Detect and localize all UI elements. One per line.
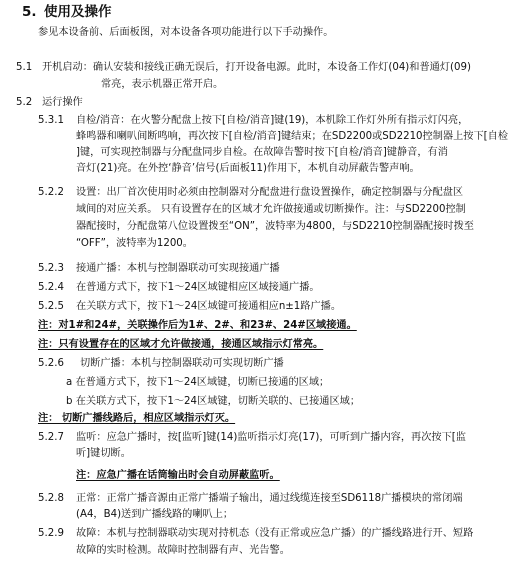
note-configured-zones: 注：只有设置存在的区域才允许做接通，接通区域指示灯常亮。 [38,339,324,350]
s5-2-title: 运行操作 [42,97,83,108]
s5-2-2-number: 5.2.2 [38,187,64,198]
s5-2-6-text: 切断广播：本机与控制器联动可实现切断广播 [80,358,284,369]
s5-2-2-line-3: 器配接时，分配盘第八位设置拨至“ON”，波特率为4800，与SD2210控制器配接时拨至 [76,221,474,232]
s5-1-line-1: 开机启动：确认安装和接线正确无误后，打开设备电源。此时，本设备工作灯(04)和普通灯(09) [42,62,471,73]
s5-2-9-number: 5.2.9 [38,528,64,539]
s5-2-6-item-b: b 在关联方式下，按下1～24区域键，切断关联的、已接通区域； [66,396,361,407]
section-number: 5. [22,4,37,20]
s5-2-6-item-a: a 在普通方式下，按下1～24区域键，切断已接通的区域； [66,377,330,388]
s5-2-5-number: 5.2.5 [38,301,64,312]
s5-2-3-number: 5.2.3 [38,263,64,274]
s5-2-1-line-4: 音灯(21)亮。在外控‘静音’信号(后面板11)作用下，本机自动屏蔽告警声响。 [76,163,420,174]
s5-2-9-line-2: 故障的实时检测。故障时控制器有声、光告警。 [76,545,290,556]
s5-2-7-number: 5.2.7 [38,432,64,443]
s5-2-6-number: 5.2.6 [38,358,64,369]
note-linked-zones: 注：对1#和24#，关联操作后为1#、2#、和23#、24#区域接通。 [38,320,357,331]
s5-1-line-2: 常亮，表示机器正常开启。 [101,79,224,90]
s5-2-1-line-3: ]键，可实现控制器与分配盘同步自检。在故障告警时按下[自检/消音]键静音，有消 [76,147,448,158]
s5-2-2-line-4: “OFF”，波特率为1200。 [76,238,193,249]
s5-2-3-text: 接通广播：本机与控制器联动可实现接通广播 [76,263,280,274]
s5-2-9-line-1: 故障：本机与控制器联动实现对持机态（没有正常或应急广播）的广播线路进行开、短路 [76,528,474,539]
s5-2-4-number: 5.2.4 [38,282,64,293]
s5-2-7-line-1: 监听：应急广播时，按[监听]键(14)监听指示灯亮(17)，可听到广播内容，再次按下[监 [76,432,466,443]
s5-2-1-number: 5.3.1 [38,115,64,126]
s5-2-8-line-2: (A4，B4)送到广播线路的喇叭上； [76,509,234,520]
s5-2-2-line-2: 域间的对应关系。 只有设置存在的区域才允许做接通或切断操作。注：与SD2200控制 [76,204,466,215]
s5-2-1-line-1: 自检/消音：在火警分配盘上按下[自检/消音]键(19)，本机除工作灯外所有指示灯闪亮， [76,115,469,126]
s5-2-8-line-1: 正常：正常广播音源由正常广播端子输出，通过线缆连接至SD6118广播模块的常闭端 [76,493,463,504]
s5-2-4-text: 在普通方式下，按下1～24区域键相应区域接通广播。 [76,282,320,293]
s5-2-number: 5.2 [16,97,33,108]
section-title: 使用及操作 [44,4,112,20]
s5-2-7-note: 注：应急广播在话筒输出时会自动屏蔽监听。 [76,470,280,481]
s5-2-8-number: 5.2.8 [38,493,64,504]
s5-2-2-line-1: 设置：出厂首次使用时必须由控制器对分配盘进行盘设置操作，确定控制器与分配盘区 [76,187,464,198]
intro-text: 参见本设备前、后面板图，对本设备各项功能进行以下手动操作。 [38,27,334,38]
s5-2-7-line-2: 听]键切断。 [76,448,131,459]
s5-2-1-line-2: 蜂鸣器和喇叭间断鸣响，再次按下[自检/消音]键结束；在SD2200或SD2210控制器上按下[自检 [76,131,509,142]
s5-1-number: 5.1 [16,62,33,73]
note-cut-off: 注： 切断广播线路后，相应区域指示灯灭。 [38,413,236,424]
s5-2-5-text: 在关联方式下，按下1～24区域键可接通相应n±1路广播。 [76,301,342,312]
